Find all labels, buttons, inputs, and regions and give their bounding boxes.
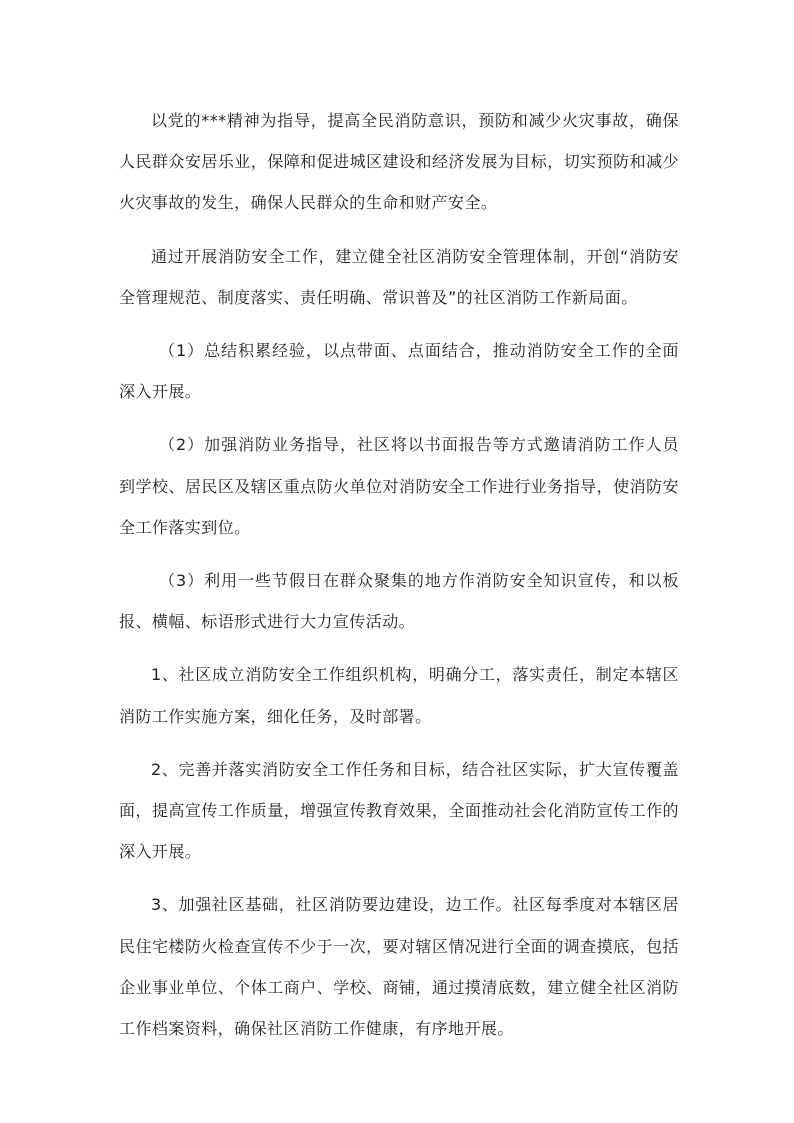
- paragraph-overall-goal: 通过开展消防安全工作，建立健全社区消防安全管理体制，开创“消防安全管理规范、制度落实、责任明确、常识普及”的社区消防工作新局面。: [119, 246, 679, 307]
- paragraph-measure-3: （3）利用一些节假日在群众聚集的地方作消防安全知识宣传，和以板报、横幅、标语形式进行大力宣传活动。: [119, 571, 679, 632]
- document-body: [119, 100, 679, 1061]
- paragraph-measure-1: （1）总结积累经验，以点带面、点面结合，推动消防安全工作的全面深入开展。: [119, 341, 679, 402]
- paragraph-task-1: 1、社区成立消防安全工作组织机构，明确分工，落实责任，制定本辖区消防工作实施方案，细化任务，及时部署。: [119, 665, 679, 726]
- paragraph-task-2: 2、完善并落实消防安全工作任务和目标，结合社区实际，扩大宣传覆盖面，提高宣传工作质量，增强宣传教育效果，全面推动社会化消防宣传工作的深入开展。: [119, 759, 679, 862]
- paragraph-guiding-principle: 以党的***精神为指导，提高全民消防意识，预防和减少火灾事故，确保人民群众安居乐业，保障和促进城区建设和经济发展为目标，切实预防和减少火灾事故的发生，确保人民群众的生命和财产安全。: [119, 111, 679, 213]
- paragraph-measure-2: （2）加强消防业务指导，社区将以书面报告等方式邀请消防工作人员到学校、居民区及辖区重点防火单位对消防安全工作进行业务指导，使消防安全工作落实到位。: [119, 435, 679, 537]
- paragraph-task-3: 3、加强社区基础，社区消防要边建设，边工作。社区每季度对本辖区居民住宅楼防火检查宣传不少于一次，要对辖区情况进行全面的调查摸底，包括企业事业单位、个体工商户、学校、商铺，通过摸清底数，建立健全社区消防工作档案资料，确保社区消防工作健康，有序地开展。: [119, 895, 679, 1039]
